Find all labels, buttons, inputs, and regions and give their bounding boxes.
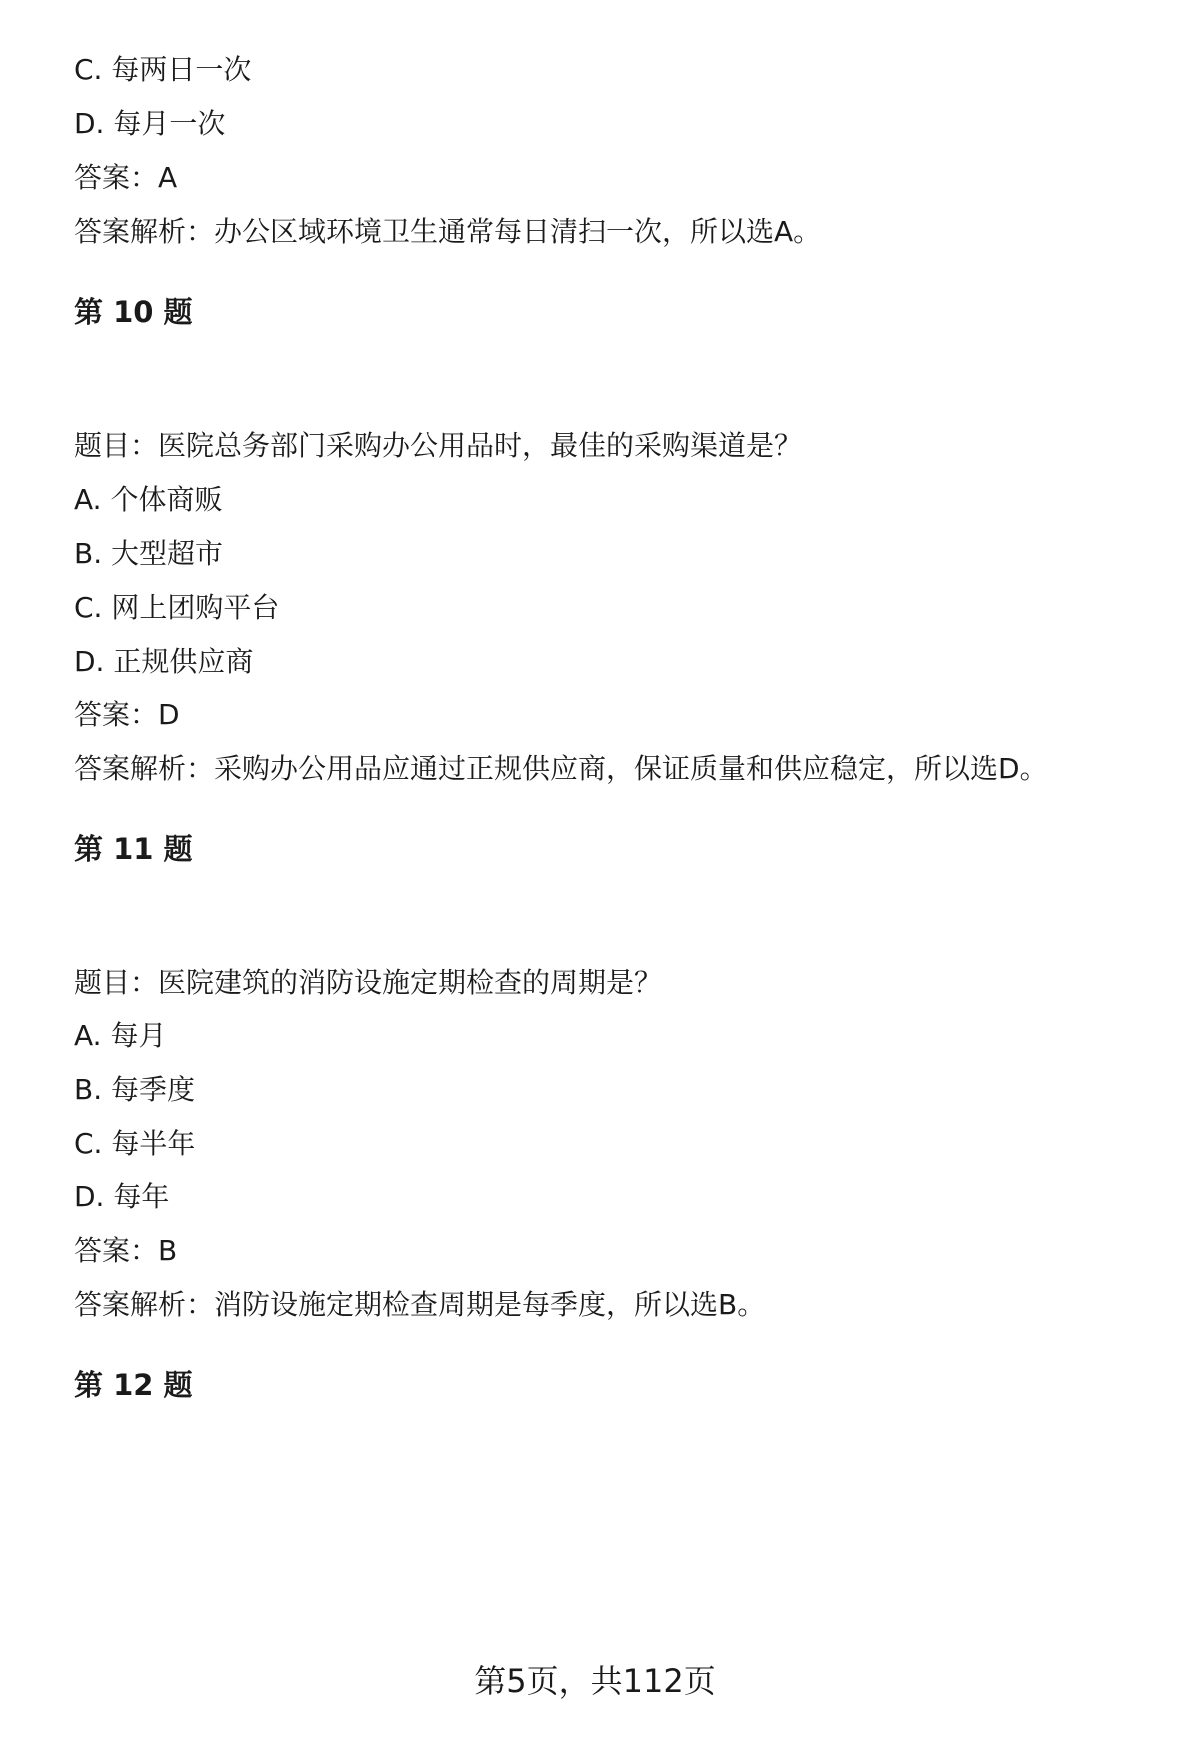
question-heading: 第 10 题	[74, 295, 193, 329]
option-a: A. 个体商贩	[74, 483, 223, 516]
page-number: 第5页，共112页	[474, 1662, 716, 1700]
question-stem: 题目：医院建筑的消防设施定期检查的周期是？	[74, 966, 663, 999]
option-c: C. 网上团购平台	[74, 591, 280, 624]
option-d: D. 正规供应商	[74, 645, 254, 678]
answer-explanation: 答案解析：办公区域环境卫生通常每日清扫一次，所以选A。	[74, 215, 822, 248]
option-b: B. 每季度	[74, 1073, 196, 1106]
answer: 答案：A	[74, 161, 178, 194]
option-d: D. 每年	[74, 1180, 170, 1213]
answer-explanation: 答案解析：采购办公用品应通过正规供应商，保证质量和供应稳定，所以选D。	[74, 752, 1048, 785]
question-heading: 第 12 题	[74, 1368, 193, 1402]
answer: 答案：D	[74, 698, 180, 731]
question-heading: 第 11 题	[74, 832, 193, 866]
option-c: C. 每半年	[74, 1127, 196, 1160]
option-a: A. 每月	[74, 1019, 167, 1052]
option-b: B. 大型超市	[74, 537, 224, 570]
answer-explanation: 答案解析：消防设施定期检查周期是每季度，所以选B。	[74, 1288, 766, 1321]
answer: 答案：B	[74, 1234, 178, 1267]
question-stem: 题目：医院总务部门采购办公用品时，最佳的采购渠道是？	[74, 429, 803, 462]
option-c: C. 每两日一次	[74, 53, 252, 86]
option-d: D. 每月一次	[74, 107, 226, 140]
